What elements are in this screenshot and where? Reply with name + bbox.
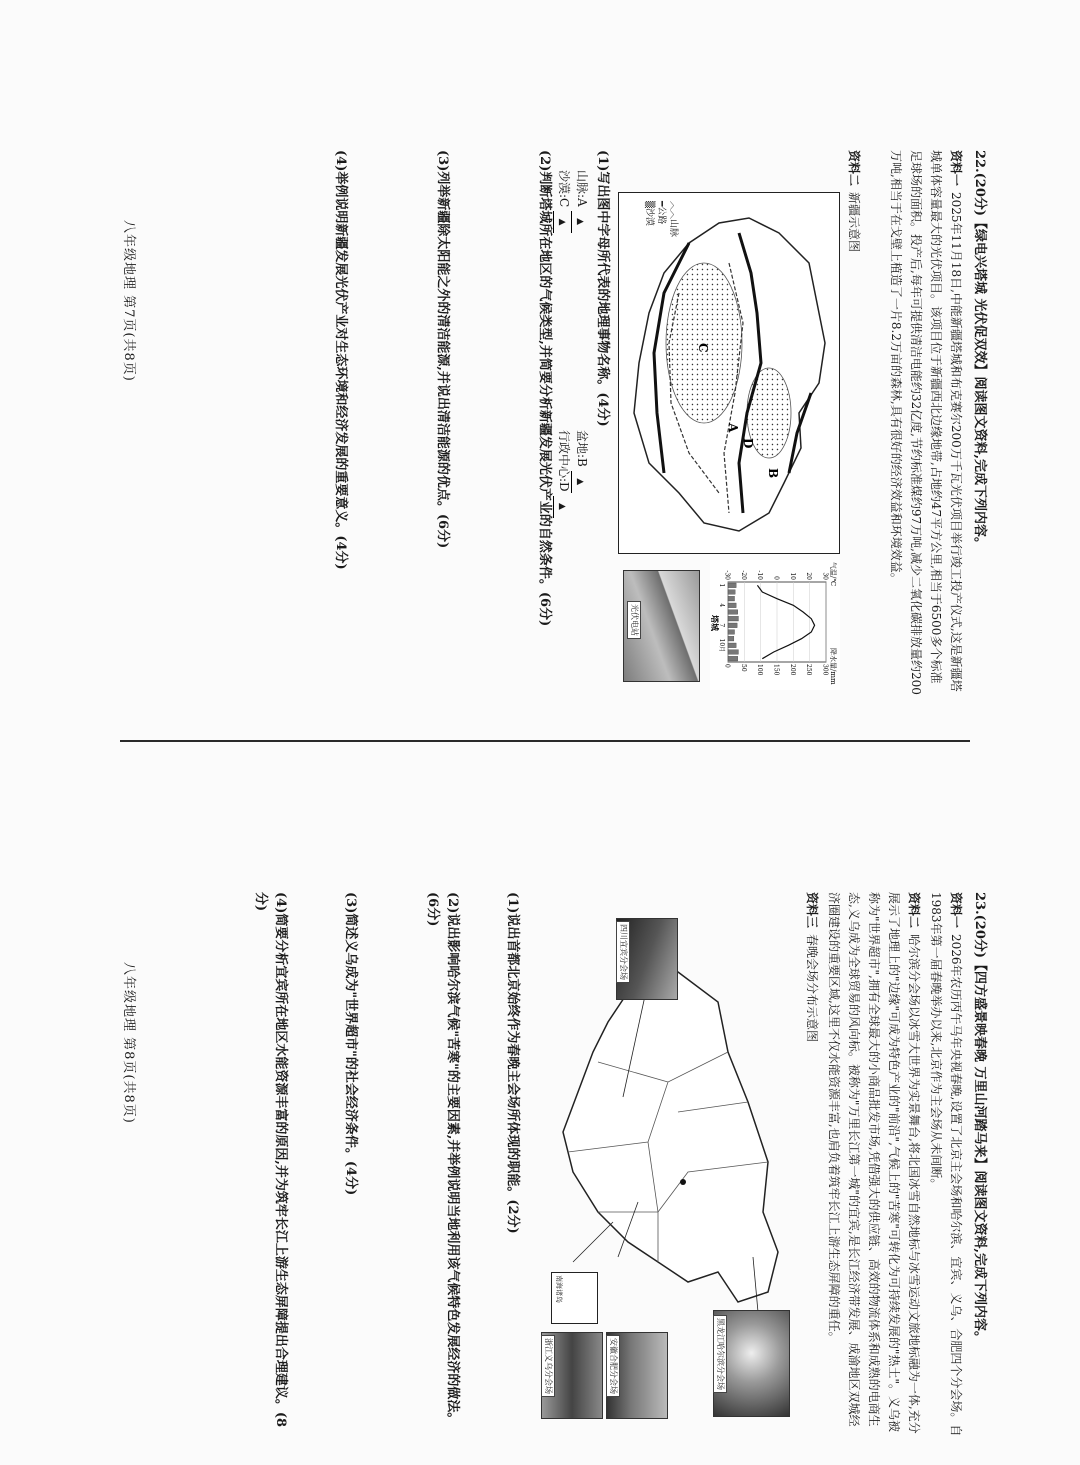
temp-tick-label: 30 xyxy=(821,572,829,580)
q23-sub2: (2)说出影响哈尔滨气候"苦寒"的主要因素,并举例说明当地利用该气候特色发展经济的做法。(6分) xyxy=(425,892,460,1426)
q22-sub2: (2)判断塔城所在地区的气候类型,并简要分析新疆发展光伏产业的自然条件。(6分) xyxy=(537,150,552,627)
precip-bar xyxy=(728,610,738,615)
label-b: B xyxy=(766,468,780,479)
beijing-dot xyxy=(680,1179,686,1185)
q22-sub4: (4)举例说明新疆发展光伏产业对生态环境和经济发展的重要意义。(4分) xyxy=(333,150,348,570)
q23-material-1-text: 2026年农历丙午马年央视春晚,设置了北京主会场和哈尔滨、宜宾、义乌、合肥四个分会场。自1983年第一届春晚举办以来,北京作为主会场从未间断。 xyxy=(929,892,963,1437)
q23-heading: 23.(20分)【四方盛景映春晚 万里山河踏马来】阅读图文资料,完成下列内容。 xyxy=(972,892,987,1345)
climate-chart-svg xyxy=(710,560,840,690)
q22-material-2-label: 资料二 xyxy=(847,150,861,187)
precip-tick-label: 200 xyxy=(788,664,796,676)
q22-heading: 22.(20分)【绿电兴塔城 光伏促双效】阅读图文资料,完成下列内容。 xyxy=(972,150,987,551)
q23-material-1 xyxy=(926,892,966,1437)
precip-bar xyxy=(728,636,734,641)
answer-blank-d[interactable]: ▲ xyxy=(553,496,570,518)
temp-tick-label: -10 xyxy=(756,570,764,580)
precip-bar xyxy=(728,583,736,588)
precip-tick-label: 250 xyxy=(805,664,813,676)
label-c: C xyxy=(696,343,710,353)
q22-answer-b-label: 盆地:B xyxy=(575,430,589,467)
precip-bar xyxy=(728,616,738,621)
month-tick-label: 1 xyxy=(718,583,725,588)
precip-bar xyxy=(728,596,735,601)
legend-road-text: 公路 xyxy=(656,206,666,225)
temp-tick-label: -30 xyxy=(723,570,731,580)
q23-material-1-label: 资料一 xyxy=(949,892,963,929)
q22-answer-d xyxy=(553,430,572,518)
q22-answer-c xyxy=(553,170,572,233)
q22-answer-a-label: 山脉:A xyxy=(575,170,589,207)
map-legend xyxy=(643,201,679,237)
precip-bar xyxy=(728,643,736,648)
month-tick-label: 10月 xyxy=(718,638,725,653)
temp-tick-label: -20 xyxy=(739,570,747,580)
precip-unit-label: 降水量/mm xyxy=(829,648,837,685)
legend-mountain-text: 山脉 xyxy=(668,219,678,238)
legend-desert xyxy=(643,201,655,237)
page-7-footer: 八年级地理 第7页(共8页) xyxy=(121,220,136,382)
q22-answer-d-label: 行政中心:D xyxy=(557,430,571,492)
answer-blank-b[interactable]: ▲ xyxy=(571,471,588,493)
q23-material-2-text: 哈尔滨分会场以冰雪大世界为实景舞台,将北国冰雪自然地标与冰雪运动文旅地标融为一体,充分展示了地理上的"边缘"可成为特色产业的"前沿",气候上的"苦寒"可转化为可持续发展的"热土"。义乌被称为"世界超市",拥有全球最大的小商品批发市场,凭借强大的供应链、高效的物流体系和成熟的电商生态,义乌成为全球贸易的风向标。被称为"万里长江第一城"的宜宾,是长江经济带发展、成渝地区双城经济圈建设的重要区域,这里不仅水能资源丰富,也肩负着筑牢长江上游生态屏障的重任。 xyxy=(827,892,921,1434)
precip-tick-label: 300 xyxy=(821,664,829,676)
temp-unit-label: 气温/℃ xyxy=(829,562,837,587)
precip-tick-label: 50 xyxy=(739,664,747,672)
yibin-photo xyxy=(616,918,678,1000)
south-sea-inset-label: 南海诸岛 xyxy=(555,1275,563,1303)
legend-desert-text: 沙漠 xyxy=(644,207,654,226)
q23-material-3-label: 资料三 xyxy=(805,892,819,929)
precip-bar xyxy=(728,630,735,635)
south-sea-inset xyxy=(551,1272,598,1324)
xinjiang-map xyxy=(618,192,840,554)
gala-venue-map xyxy=(538,912,798,1422)
harbin-photo xyxy=(713,1310,790,1417)
legend-road xyxy=(655,201,667,237)
q22-sub1: (1)写出图中字母所代表的地理事物名称。(4分) xyxy=(595,150,610,427)
q22-answer-c-label: 沙漠:C xyxy=(557,170,571,208)
temp-tick-label: 10 xyxy=(788,572,796,580)
harbin-photo-caption: 黑龙江哈尔滨分会场 xyxy=(713,1315,727,1393)
xinjiang-map-svg xyxy=(619,193,839,553)
month-tick-label: 7 xyxy=(718,623,725,628)
temperature-line xyxy=(757,585,814,658)
yibin-photo-caption: 四川宜宾分会场 xyxy=(616,921,630,983)
china-outline xyxy=(563,967,778,1302)
page-divider xyxy=(120,740,970,742)
answer-blank-a[interactable]: ▲ xyxy=(571,211,588,233)
q23-material-2 xyxy=(824,892,924,1437)
q22-material-2 xyxy=(844,150,864,695)
hefei-photo xyxy=(606,1332,668,1419)
q22-material-2-text: 新疆示意图 xyxy=(847,192,861,253)
precip-tick-label: 150 xyxy=(772,664,780,676)
precip-bar xyxy=(728,650,738,655)
yiwu-photo-caption: 浙江义乌分会场 xyxy=(541,1335,555,1397)
answer-blank-c[interactable]: ▲ xyxy=(553,211,570,233)
page-7 xyxy=(90,30,990,700)
solar-photo-caption: 光伏电站 xyxy=(627,601,641,639)
precip-tick-label: 100 xyxy=(756,664,764,676)
temp-tick-label: 0 xyxy=(772,576,780,580)
q23-material-3-text: 春晚会场分布示意图 xyxy=(805,934,819,1043)
legend-road-icon: ━ xyxy=(656,201,666,207)
q22-answer-b xyxy=(571,430,590,493)
month-tick-label: 4 xyxy=(718,603,725,608)
legend-mountain xyxy=(667,201,679,237)
solar-station-photo xyxy=(623,570,700,682)
legend-desert-icon: ▒ xyxy=(644,201,654,208)
label-a: A xyxy=(726,423,740,433)
q23-sub1: (1)说出首都北京始终作为春晚主会场所体现的职能。(2分) xyxy=(505,892,520,1234)
precip-bar xyxy=(728,603,736,608)
hefei-photo-caption: 安徽合肥分会场 xyxy=(606,1335,620,1397)
precip-bar xyxy=(728,590,735,595)
temp-tick-label: 20 xyxy=(805,572,813,580)
q23-material-2-label: 资料二 xyxy=(907,892,921,929)
q22-material-1-label: 资料一 xyxy=(949,150,963,187)
q23-sub3: (3)简述义乌成为"世界超市"的社会经济条件。(4分) xyxy=(343,892,358,1196)
precip-tick-label: 0 xyxy=(723,664,731,668)
q22-material-1 xyxy=(886,150,966,695)
q22-answer-a xyxy=(571,170,590,233)
q23-material-3 xyxy=(802,892,822,1437)
legend-mountain-icon: ︿︿ xyxy=(668,201,678,220)
climate-chart xyxy=(710,560,840,690)
precip-bar xyxy=(728,656,738,661)
climate-title: 塔城 xyxy=(710,615,720,631)
page-8 xyxy=(90,772,990,1442)
page-8-footer: 八年级地理 第8页(共8页) xyxy=(121,962,136,1124)
precip-bar xyxy=(728,623,737,628)
q22-material-1-text: 2025年11月18日,中能新疆塔城和布克赛尔200万千瓦光伏项目举行竣工投产仪式,这是新疆塔城单体容量最大的光伏项目。该项目位于新疆西北边缘地带,占地约47平方公里,相当于6500多个标准足球场的面积。投产后,每年可提供清洁电能约32亿度,节约标准煤约97万吨,减少二氧化碳排放量约200万吨,相当于在戈壁上植造了一片8.2万亩的森林,具有很好的经济效益和环境效益。 xyxy=(889,150,963,695)
yiwu-photo xyxy=(541,1332,603,1419)
q22-sub3: (3)列举新疆除太阳能之外的清洁能源,并说出清洁能源的优点。(6分) xyxy=(435,150,450,549)
q23-sub4: (4)简要分析宜宾所在地区水能资源丰富的原因,并为筑牢长江上游生态屏障提出合理建议。(8分) xyxy=(253,892,288,1428)
label-d: D xyxy=(741,438,755,449)
leader-yiwu xyxy=(573,1222,613,1262)
